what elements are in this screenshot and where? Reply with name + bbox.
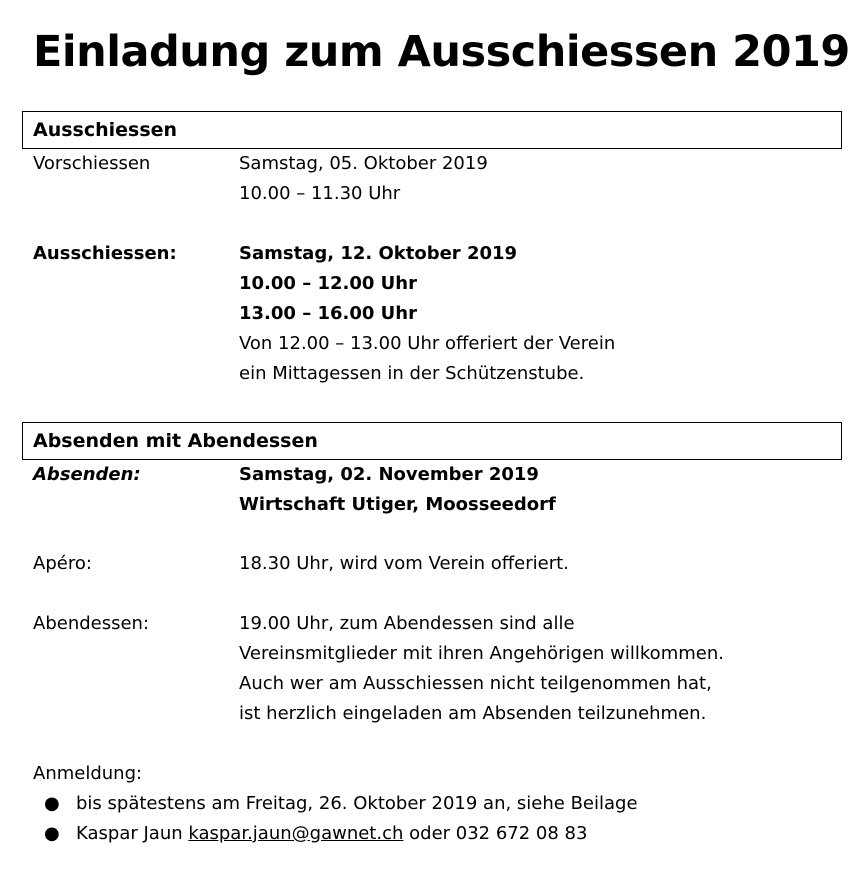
list-item (44, 819, 587, 849)
section-title: Ausschiessen (33, 119, 178, 141)
row-line: ein Mittagessen in der Schützenstube. (239, 363, 585, 384)
row-line: Samstag, 02. November 2019 (239, 464, 539, 485)
row-value (239, 609, 724, 729)
list-item-text: bis spätestens am Freitag, 26. Oktober 2019 an, siehe Beilage (76, 793, 638, 814)
list-item-text: Kaspar Jaun (76, 823, 189, 844)
row-line: 13.00 – 16.00 Uhr (239, 303, 417, 324)
row-label: Absenden: (33, 464, 141, 485)
row-label: Vorschiessen (33, 153, 151, 174)
row-value (239, 460, 556, 520)
row-line: Auch wer am Ausschiessen nicht teilgenommen hat, (239, 673, 712, 694)
row-value (239, 239, 615, 389)
list-item-text: oder 032 672 08 83 (403, 823, 588, 844)
row-value (239, 149, 488, 209)
row-line: 18.30 Uhr, wird vom Verein offeriert. (239, 553, 569, 574)
page-title: Einladung zum Ausschiessen 2019 (33, 27, 850, 77)
bullet-icon: ● (44, 823, 60, 844)
section-title: Absenden mit Abendessen (33, 430, 318, 452)
row-line: Von 12.00 – 13.00 Uhr offeriert der Verein (239, 333, 616, 354)
bullet-icon: ● (44, 793, 60, 814)
row-line: 10.00 – 11.30 Uhr (239, 183, 401, 204)
row-line: 19.00 Uhr, zum Abendessen sind alle (239, 613, 575, 634)
list-item (44, 789, 638, 819)
row-label: Abendessen: (33, 613, 150, 634)
row-line: Samstag, 05. Oktober 2019 (239, 153, 488, 174)
row-value (239, 549, 569, 579)
email-link[interactable]: kaspar.jaun@gawnet.ch (188, 823, 404, 844)
row-line: 10.00 – 12.00 Uhr (239, 273, 417, 294)
registration-title: Anmeldung: (33, 763, 143, 784)
row-line: Samstag, 12. Oktober 2019 (239, 243, 518, 264)
row-line: Vereinsmitglieder mit ihren Angehörigen willkommen. (239, 643, 724, 664)
row-line: ist herzlich eingeladen am Absenden teilzunehmen. (239, 703, 707, 724)
row-line: Wirtschaft Utiger, Moosseedorf (239, 494, 556, 515)
row-label: Apéro: (33, 553, 92, 574)
row-label: Ausschiessen: (33, 243, 177, 264)
section-header-ausschiessen (22, 111, 842, 149)
section-header-absenden (22, 422, 842, 460)
